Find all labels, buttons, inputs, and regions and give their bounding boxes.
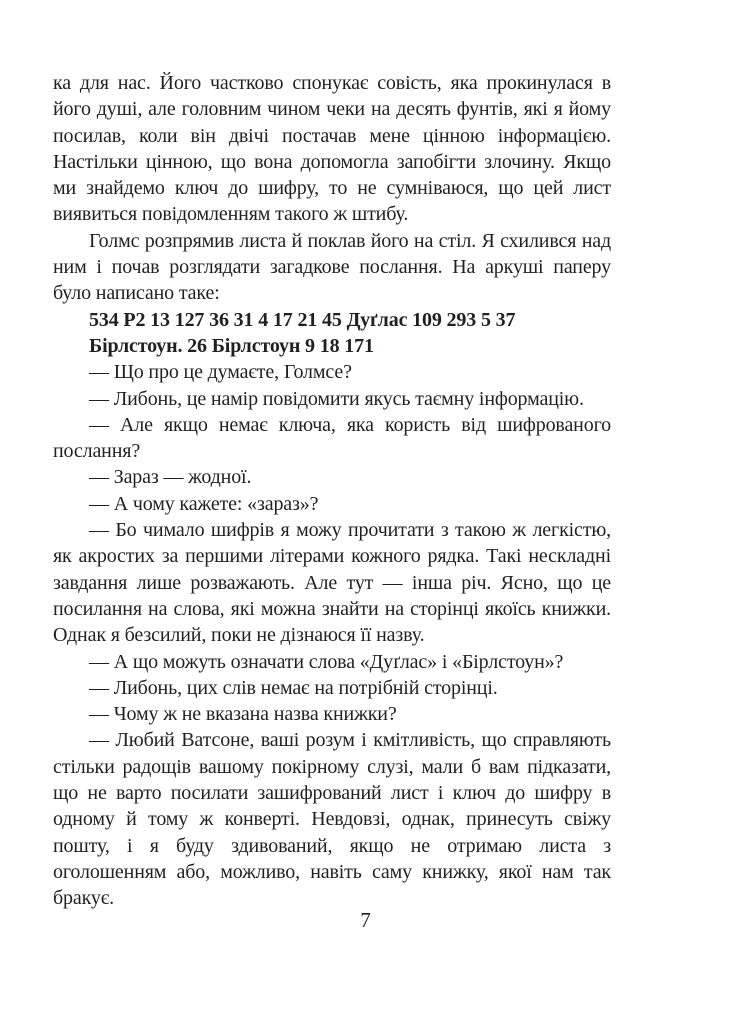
body-text bbox=[53, 70, 611, 912]
dialogue-line: — Либонь, цих слів немає на потрібній сторінці. bbox=[89, 676, 498, 699]
dialogue-line: — А що можуть означати слова «Дуґлас» і «Бірлстоун»? bbox=[89, 650, 564, 673]
cipher-message: 534 Р2 13 127 36 31 4 17 21 45 Дуґлас 109 293 5 37 Бірлстоун. 26 Бірлстоун 9 18 171 bbox=[89, 308, 516, 357]
paragraph-continuation: ка для нас. Його частково спонукає совість, яка прокинулася в його душі, але головним чином чеки на десять фунтів, які я йому посилав, коли він двічі постачав мене цінною інформацією. Настільки цінною, що вона допомогла запобігти злочину. Якщо ми знайдемо ключ до шифру, то не сумніваюся, що цей лист виявиться повідомленням такого ж штибу. bbox=[53, 72, 611, 226]
page-number: 7 bbox=[360, 908, 371, 932]
paragraph-narration: Голмс розпрямив листа й поклав його на стіл. Я схилився над ним і почав розглядати загадкове послання. На аркуші паперу було написано таке: bbox=[53, 229, 611, 305]
dialogue-line: — Але якщо немає ключа, яка користь від шифрованого послання? bbox=[53, 413, 611, 463]
dialogue-line: — Либонь, це намір повідомити якусь таємну інформацію. bbox=[89, 387, 584, 410]
dialogue-line: — Любий Ватсоне, ваші розум і кмітливість, що справляють стільки радощів вашому покірному слузі, мали б вам підказати, що не варто посилати зашифрований лист і ключ до шифру в одному й тому ж конверті. Невдовзі, однак, принесуть свіжу пошту, і я буду здивований, якщо не отримаю листа з оголошенням або, можливо, навіть саму книжку, якої нам так бракує. bbox=[53, 729, 611, 910]
dialogue-line: — Чому ж не вказана назва книжки? bbox=[89, 703, 397, 726]
dialogue-line: — Що про це думаєте, Голмсе? bbox=[89, 361, 352, 384]
dialogue-line: — А чому кажете: «зараз»? bbox=[89, 492, 319, 515]
dialogue-line: — Бо чимало шифрів я можу прочитати з такою ж легкістю, як акростих за першими літерами кожного рядка. Такі нескладні завдання лише розважають. Але тут — інша річ. Ясно, що це посилання на слова, які можна знайти на сторінці якоїсь книжки. Однак я безсилий, поки не дізнаюся її назву. bbox=[53, 519, 611, 647]
dialogue-line: — Зараз — жодної. bbox=[89, 466, 252, 489]
